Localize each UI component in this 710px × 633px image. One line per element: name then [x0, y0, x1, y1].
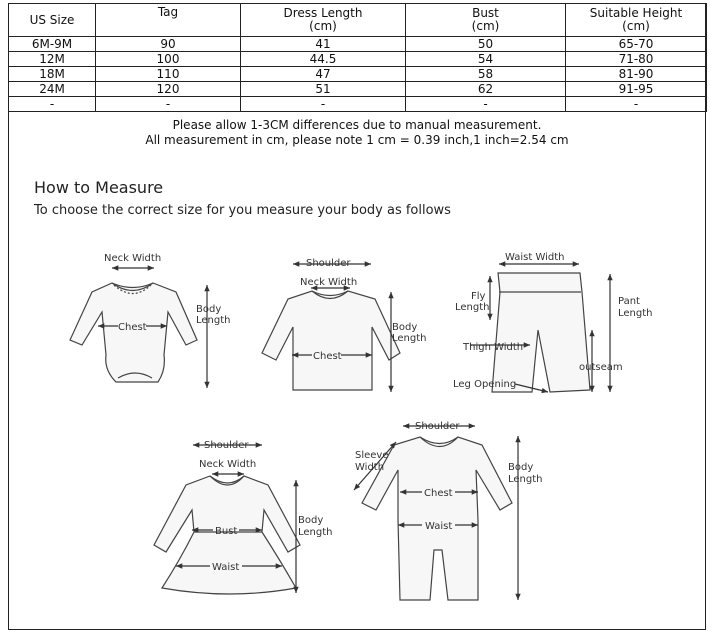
dress-waist-label: Waist — [212, 562, 240, 573]
dress-bust-label: Bust — [215, 526, 238, 537]
pants-fly-label: Fly — [471, 291, 486, 302]
cell-height: 91-95 — [566, 82, 707, 97]
cell-tag: 110 — [96, 67, 241, 82]
romper-body-label: Body — [508, 462, 534, 473]
dress-shoulder-label: Shoulder — [204, 440, 249, 451]
cell-tag: 120 — [96, 82, 241, 97]
cell-dress-length: 41 — [241, 37, 406, 52]
cell-size: 6M-9M — [9, 37, 96, 52]
how-to-measure-subtitle: To choose the correct size for you measure your body as follows — [34, 203, 451, 218]
shirt-neck-label: Neck Width — [300, 277, 358, 288]
cell-dress-length: 51 — [241, 82, 406, 97]
cell-size: 18M — [9, 67, 96, 82]
header-dress-length: Dress Length (cm) — [241, 4, 406, 37]
cell-height: 71-80 — [566, 52, 707, 67]
cell-bust: - — [406, 97, 566, 112]
dress-neck-label: Neck Width — [199, 459, 257, 470]
romper-length-label: Length — [508, 474, 543, 485]
cell-size: 12M — [9, 52, 96, 67]
pants-pant-label: Pant — [618, 296, 640, 307]
bodysuit-body-label: Body — [196, 304, 222, 315]
pants-outseam-label: outseam — [579, 362, 623, 373]
cell-size: 24M — [9, 82, 96, 97]
cell-bust: 62 — [406, 82, 566, 97]
header-suitable-height: Suitable Height (cm) — [566, 4, 707, 37]
cell-bust: 50 — [406, 37, 566, 52]
dress-body-label: Body — [298, 515, 324, 526]
shirt-length-label: Length — [392, 333, 427, 344]
cell-tag: - — [96, 97, 241, 112]
bodysuit-chest-label: Chest — [118, 322, 147, 333]
header-tag: Tag — [96, 4, 241, 37]
shirt-chest-label: Chest — [313, 351, 342, 362]
header-us-size: US Size — [9, 4, 96, 37]
romper-sleeve-width-label: Width — [355, 462, 385, 473]
shirt-body-label: Body — [392, 322, 418, 333]
cell-height: 81-90 — [566, 67, 707, 82]
cell-tag: 90 — [96, 37, 241, 52]
romper-shoulder-label: Shoulder — [415, 421, 460, 432]
how-to-measure-title: How to Measure — [34, 178, 164, 197]
romper-waist-label: Waist — [425, 521, 453, 532]
pants-fly-length-label: Length — [455, 302, 490, 313]
cell-size: - — [9, 97, 96, 112]
bodysuit-length-label: Length — [196, 315, 231, 326]
note-conversion: All measurement in cm, please note 1 cm = 0.39 inch,1 inch=2.54 cm — [145, 133, 569, 147]
shirt-shoulder-label: Shoulder — [306, 258, 351, 269]
cell-dress-length: 47 — [241, 67, 406, 82]
cell-tag: 100 — [96, 52, 241, 67]
note-tolerance: Please allow 1-3CM differences due to manual measurement. — [172, 118, 542, 132]
cell-dress-length: 44.5 — [241, 52, 406, 67]
pants-leg-opening-label: Leg Opening — [453, 379, 517, 390]
pants-pant-length-label: Length — [618, 308, 653, 319]
dress-length-label: Length — [298, 527, 333, 538]
header-bust: Bust (cm) — [406, 4, 566, 37]
cell-dress-length: - — [241, 97, 406, 112]
romper-sleeve-label: Sleeve — [355, 450, 389, 461]
cell-bust: 54 — [406, 52, 566, 67]
cell-bust: 58 — [406, 67, 566, 82]
pants-thigh-label: Thigh Width — [463, 342, 524, 353]
cell-height: - — [566, 97, 707, 112]
cell-height: 65-70 — [566, 37, 707, 52]
pants-waist-label: Waist Width — [505, 252, 565, 263]
bodysuit-neck-label: Neck Width — [104, 253, 162, 264]
romper-chest-label: Chest — [424, 488, 453, 499]
